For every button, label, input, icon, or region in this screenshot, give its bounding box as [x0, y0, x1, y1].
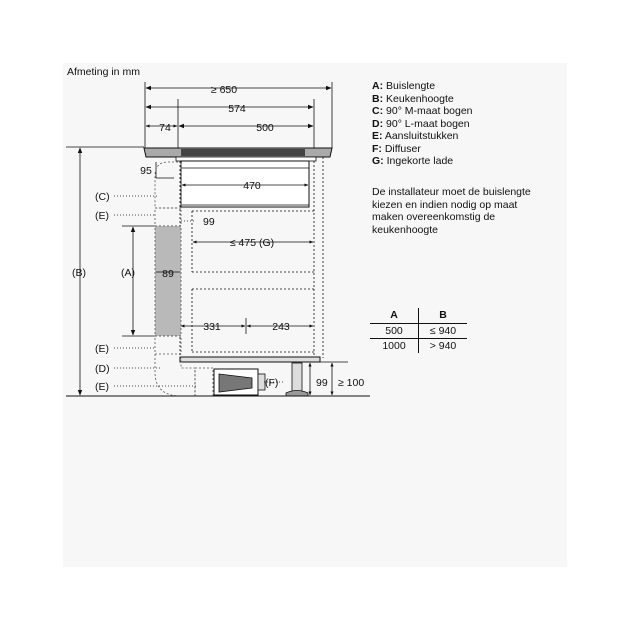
legend-item: F: Diffuser	[372, 142, 421, 155]
dim-74-label: 74	[159, 122, 171, 134]
dim-331-label: 331	[203, 321, 221, 333]
dim-500-label: 500	[256, 122, 274, 134]
legend-item: C: 90° M-maat bogen	[372, 105, 473, 117]
dim-475-label: ≤ 475 (G)	[229, 237, 275, 249]
dim-100-label: ≥ 100	[338, 377, 365, 389]
legend-item: D: 90° L-maat bogen	[372, 117, 470, 130]
table-cell: > 940	[429, 340, 457, 352]
label-a: (A)	[121, 267, 135, 279]
cabinet-foot	[286, 363, 308, 396]
legend-item: B: Keukenhoogte	[372, 92, 454, 105]
dim-99-bottom-label: 99	[316, 377, 328, 389]
label-b: (B)	[72, 267, 86, 279]
label-e-mid: (E)	[95, 343, 109, 355]
dim-243-label: 243	[272, 321, 290, 333]
label-d: (D)	[95, 363, 110, 375]
table-cell: 500	[370, 324, 419, 339]
dim-470-label: 470	[243, 180, 261, 192]
note-line: keukenhoogte	[372, 223, 438, 236]
note-line: kiezen en indien nodig op maat	[372, 198, 518, 211]
legend-item: A: Buislengte	[372, 80, 436, 92]
note-line: De installateur moet de buislengte	[372, 186, 531, 198]
label-c: (C)	[95, 191, 110, 203]
label-e-bottom: (E)	[95, 381, 109, 393]
table-cell: ≤ 940	[419, 324, 468, 339]
label-e-top: (E)	[95, 210, 109, 222]
label-f: (F)	[265, 377, 279, 389]
dim-650-label: ≥ 650	[210, 84, 238, 96]
dim-99-top-label: 99	[203, 216, 215, 228]
table-header-b: B	[439, 309, 447, 321]
legend-item: G: Ingekorte lade	[372, 155, 454, 167]
dim-574-label: 574	[228, 103, 246, 115]
diffuser	[214, 369, 265, 395]
note-line: maken overeenkomstig de	[372, 211, 496, 223]
legend-item: E: Aansluitstukken	[372, 130, 459, 142]
dim-95-label: 95	[140, 165, 152, 177]
dim-89-label: 89	[162, 268, 174, 280]
table-header-a: A	[370, 308, 419, 324]
diagram-title: Afmeting in mm	[67, 66, 140, 78]
table-cell: 1000	[370, 339, 419, 354]
extension-lines	[145, 82, 332, 148]
cooktop	[144, 148, 332, 207]
